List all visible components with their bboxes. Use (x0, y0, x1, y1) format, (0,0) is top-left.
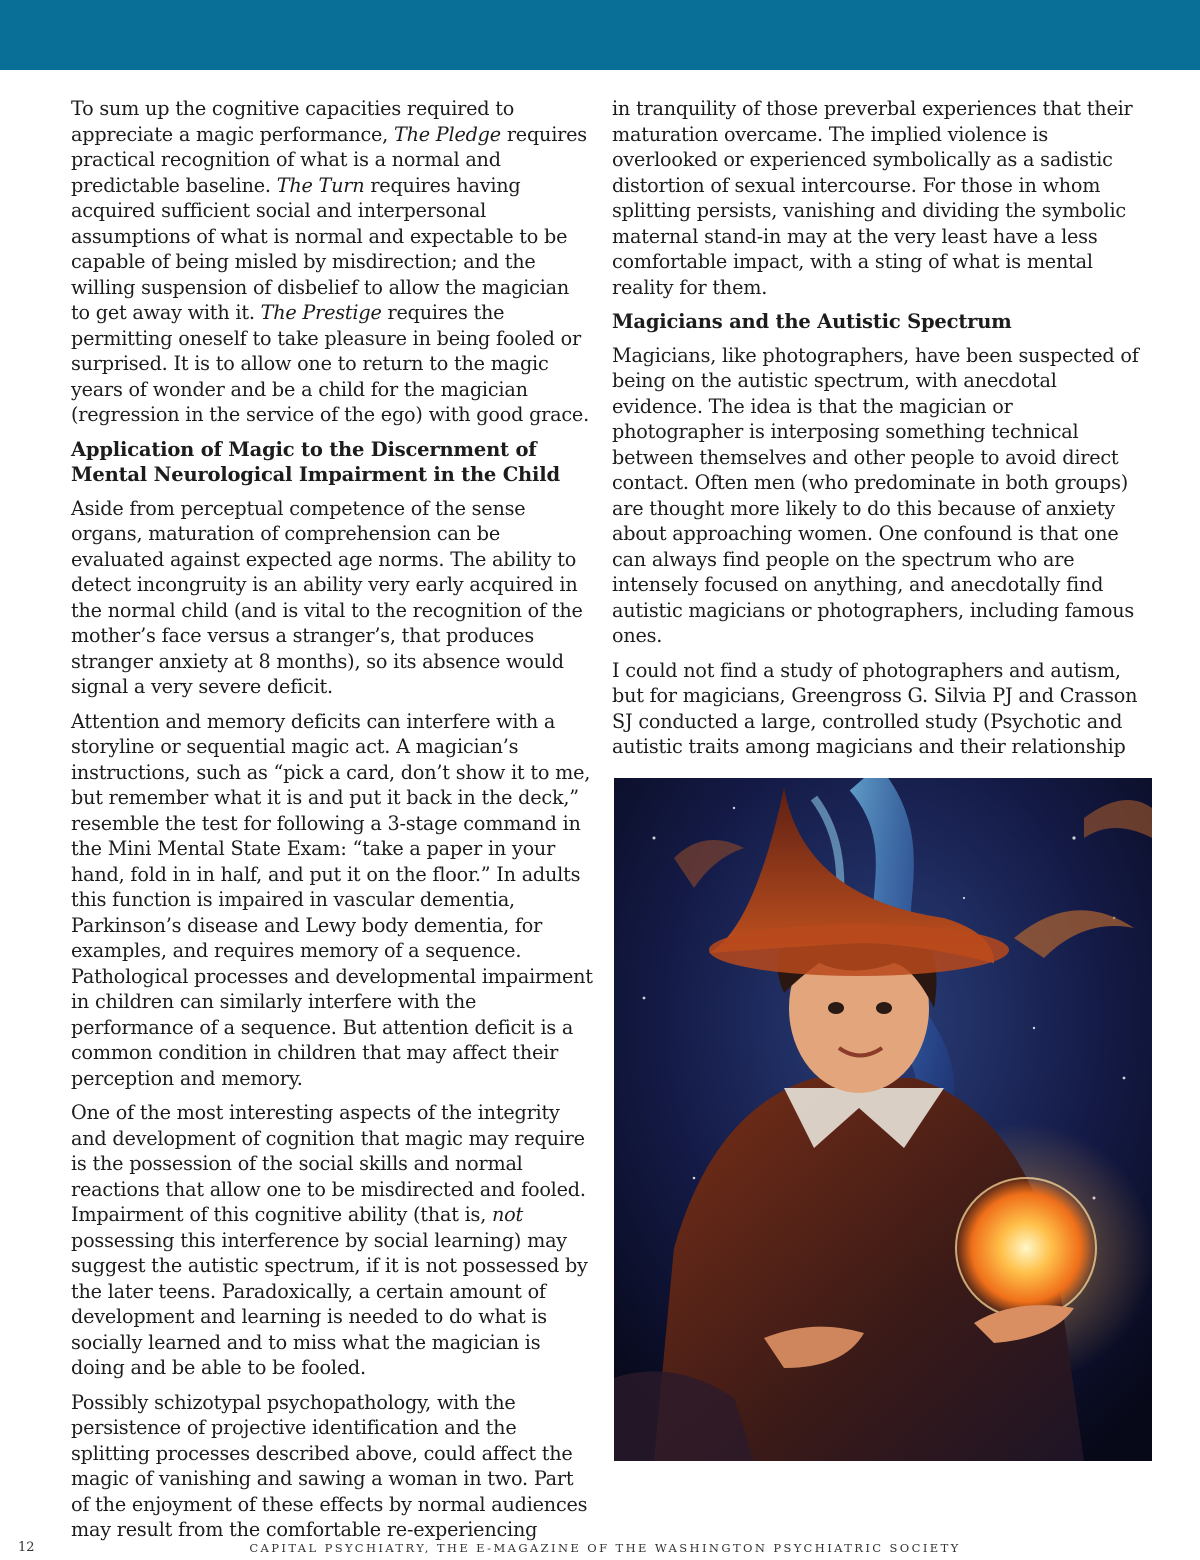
section-heading-autistic-spectrum: Magicians and the Autistic Spectrum (612, 310, 1012, 333)
paragraph-photographers: Magicians, like photographers, have been suspected of being on the autistic spectrum, with anecdotal evidence. The idea is that the magician or photographer is interposing something technical between themselves and other people to avoid direct contact. Often men (who predominate in both groups) are thought more likely to do this because of anxiety about approaching women. One confound is that one can always find people on the spectrum who are intensely focused on anything, and anecdotally find autistic magicians or photographers, including famous ones. (612, 343, 1139, 647)
paragraph-schizotypal: Possibly schizotypal psychopathology, with the persistence of projective identification and the splitting processes described above, could affect the magic of vanishing and sawing a woman in two. Part of the enjoyment of these effects by normal audiences may result from the comfortable re-experiencing (71, 1390, 588, 1541)
page-number: 12 (18, 1540, 35, 1555)
wizard-child-illustration (614, 778, 1152, 1461)
header-band (0, 0, 1200, 70)
paragraph-perceptual-competence: Aside from perceptual competence of the sense organs, maturation of comprehension can be evaluated against expected age norms. The ability to detect incongruity is an ability very early acquired in the normal child (and is vital to the recognition of the mother’s face versus a stranger’s, that produces stranger anxiety at 8 months), so its absence would signal a very severe deficit. (71, 496, 583, 698)
illustration-artwork (614, 778, 1152, 1461)
section-heading-application: Application of Magic to the Discernment of Mental Neurological Impairment in the Child (71, 437, 560, 486)
paragraph-summary: To sum up the cognitive capacities required to appreciate a magic performance, The Pledge requires practical recognition of what is a normal and predictable baseline. The Turn requires having acquired sufficient social and interpersonal assumptions of what is normal and expectable to be capable of being misled by misdirection; and the willing suspension of disbelief to allow the magician to get away with it. The Prestige requires the permitting oneself to take pleasure in being fooled or surprised. It is to allow one to return to the magic years of wonder and be a child for the magician (regression in the service of the ego) with good grace. (71, 97, 589, 426)
page-footer (0, 1540, 1200, 1560)
right-column (612, 96, 1144, 769)
publication-name: CAPITAL PSYCHIATRY, THE E-MAGAZINE OF THE WASHINGTON PSYCHIATRIC SOCIETY (249, 1541, 961, 1555)
left-column (71, 96, 593, 1552)
paragraph-study: I could not find a study of photographers and autism, but for magicians, Greengross G. Silvia PJ and Crasson SJ conducted a large, controlled study (Psychotic and autistic traits among magicians and their relationship (612, 658, 1138, 758)
paragraph-tranquility: in tranquility of those preverbal experiences that their maturation overcame. The implied violence is overlooked or experienced symbolically as a sadistic distortion of sexual intercourse. For those in whom splitting persists, vanishing and dividing the symbolic maternal stand-in may at the very least have a less comfortable impact, with a sting of what is mental reality for them. (612, 97, 1133, 299)
paragraph-social-skills: One of the most interesting aspects of the integrity and development of cognition that magic may require is the possession of the social skills and normal reactions that allow one to be misdirected and fooled. Impairment of this cognitive ability (that is, not possessing this interference by social learning) may suggest the autistic spectrum, if it is not possessed by the later teens. Paradoxically, a certain amount of development and learning is needed to do what is socially learned and to miss what the magician is doing and be able to be fooled. (71, 1101, 588, 1379)
paragraph-attention-memory: Attention and memory deficits can interfere with a storyline or sequential magic act. A magician’s instructions, such as “pick a card, don’t show it to me, but remember what it is and put it back in the deck,” resemble the test for following a 3-stage command in the Mini Mental State Exam: “take a paper in your hand, fold in in half, and put it on the floor.” In adults this function is impaired in vascular dementia, Parkinson’s disease and Lewy body dementia, for examples, and requires memory of a sequence. Pathological processes and developmental impairment in children can similarly interfere with the performance of a sequence. But attention deficit is a common condition in children that may affect their perception and memory. (71, 709, 593, 1090)
